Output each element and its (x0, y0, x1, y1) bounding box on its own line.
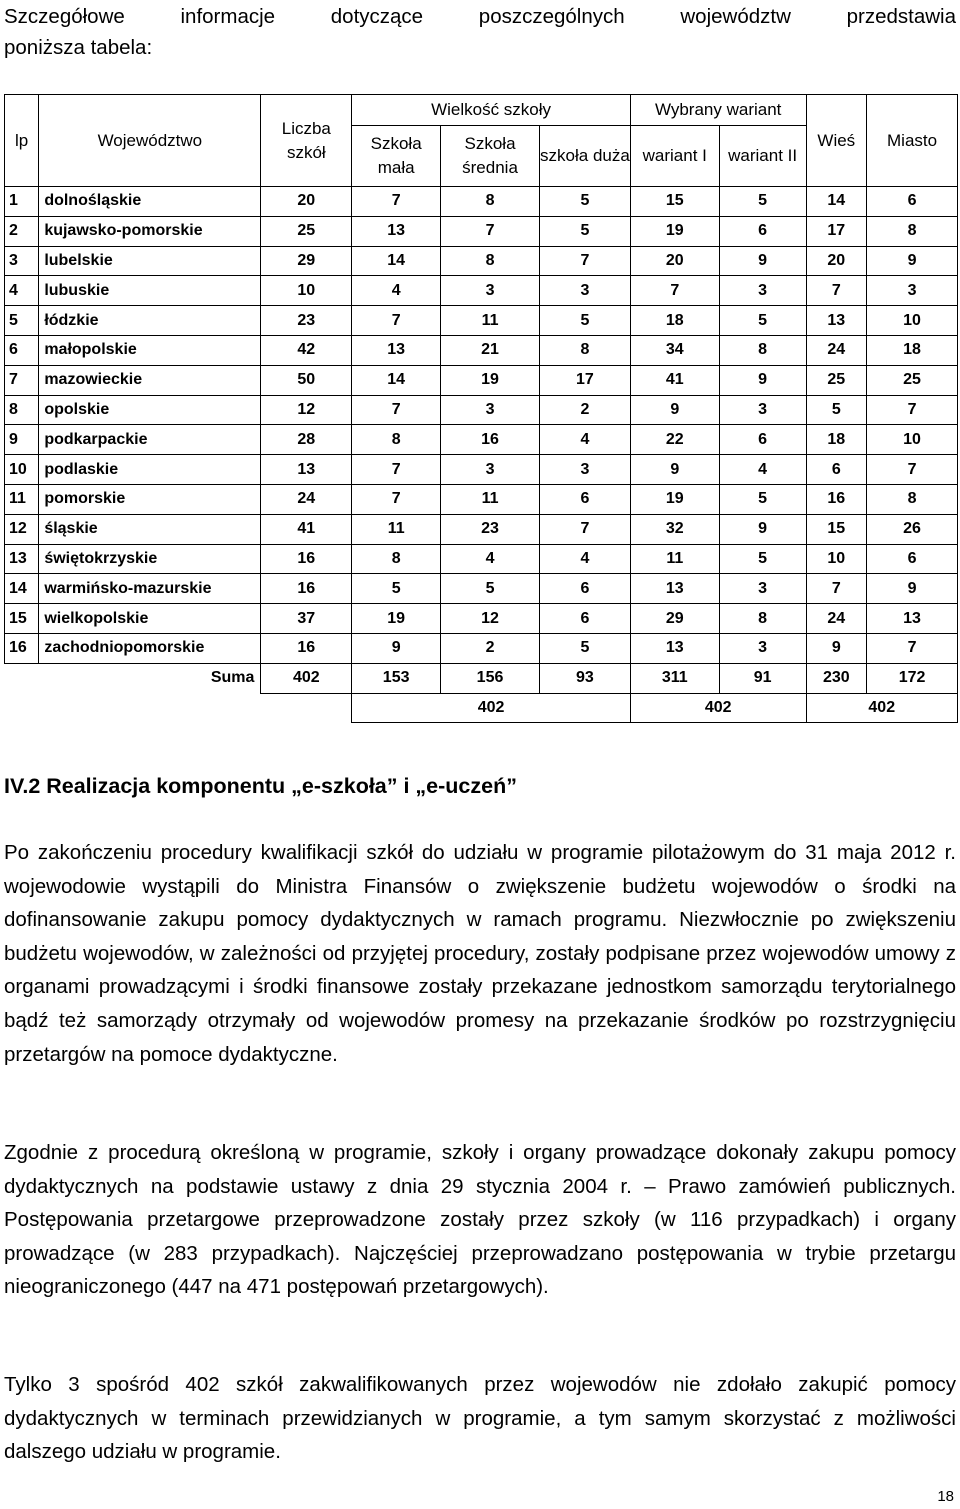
row-lp: 15 (5, 604, 39, 634)
row-cell-duza: 5 (539, 306, 630, 336)
row-wojewodztwo: zachodniopomorskie (39, 633, 261, 663)
row-cell-w2: 3 (719, 633, 806, 663)
row-cell-w2: 6 (719, 216, 806, 246)
row-cell-duza: 5 (539, 633, 630, 663)
header-miasto: Miasto (867, 95, 958, 187)
row-cell-liczba: 28 (261, 425, 352, 455)
subtotal-lokalizacja: 402 (806, 693, 957, 723)
row-lp: 7 (5, 365, 39, 395)
row-cell-srednia: 4 (441, 544, 540, 574)
row-cell-w1: 13 (630, 633, 719, 663)
suma-cell-miasto: 172 (867, 663, 958, 693)
row-cell-wies: 6 (806, 455, 867, 485)
row-cell-mala: 4 (352, 276, 441, 306)
paragraph: Po zakończeniu procedury kwalifikacji szkół do udziału w programie pilotażowym do 31 maja 2012 r. wojewodowie wystąpili do Ministra Finansów o zwiększenie budżetu wojewodów o środki na dofinansowanie zakupu pomocy dydaktycznych w ramach programu. Niezwłocznie po zwiększeniu budżetu wojewodów, w zależności od przyjętej procedury, zostały podpisane przez wojewodów umowy z organami prowadzącymi i środki finansowe zostały przekazane jednostkom samorządu terytorialnego bądź też samorządy otrzymały od wojewodów promesy na przekazanie środków po rozstrzygnięciu przetargów na pomoce dydaktyczne. (4, 841, 956, 1066)
row-cell-wies: 17 (806, 216, 867, 246)
header-lp: lp (5, 95, 39, 187)
row-cell-w2: 3 (719, 276, 806, 306)
row-cell-duza: 3 (539, 455, 630, 485)
row-cell-duza: 4 (539, 544, 630, 574)
row-cell-wies: 14 (806, 187, 867, 217)
row-cell-miasto: 13 (867, 604, 958, 634)
row-cell-liczba: 24 (261, 484, 352, 514)
row-cell-srednia: 19 (441, 365, 540, 395)
row-cell-duza: 7 (539, 246, 630, 276)
row-cell-miasto: 3 (867, 276, 958, 306)
header-liczba-szkol: Liczba szkół (261, 95, 352, 187)
row-wojewodztwo: wielkopolskie (39, 604, 261, 634)
paragraph: Zgodnie z procedurą określoną w programie, szkoły i organy prowadzące dokonały zakupu pomocy dydaktycznych na podstawie ustawy z dnia 29 stycznia 2004 r. – Prawo zamówień publicznych. Postępowania przetargowe przeprowadzone zostały przez szkoły (w 116 przypadkach) i organy prowadzące (w 283 przypadkach). Najczęściej przeprowadzano postępowania w trybie przetargu nieograniczonego (447 na 471 postępowań przetargowych). (4, 1141, 956, 1299)
row-lp: 5 (5, 306, 39, 336)
row-cell-mala: 14 (352, 365, 441, 395)
suma-cell-srednia: 156 (441, 663, 540, 693)
row-cell-wies: 20 (806, 246, 867, 276)
suma-cell-mala: 153 (352, 663, 441, 693)
row-cell-miasto: 6 (867, 544, 958, 574)
row-cell-w2: 5 (719, 306, 806, 336)
row-cell-srednia: 16 (441, 425, 540, 455)
row-cell-liczba: 41 (261, 514, 352, 544)
row-cell-wies: 24 (806, 604, 867, 634)
row-cell-wies: 25 (806, 365, 867, 395)
row-cell-wies: 10 (806, 544, 867, 574)
row-cell-wies: 18 (806, 425, 867, 455)
table-row (5, 187, 958, 217)
row-cell-mala: 7 (352, 306, 441, 336)
row-cell-liczba: 42 (261, 335, 352, 365)
row-cell-miasto: 9 (867, 246, 958, 276)
row-cell-w1: 41 (630, 365, 719, 395)
row-cell-srednia: 3 (441, 455, 540, 485)
table-row (5, 246, 958, 276)
row-cell-mala: 5 (352, 574, 441, 604)
row-cell-liczba: 25 (261, 216, 352, 246)
table-row (5, 604, 958, 634)
paragraph: Tylko 3 spośród 402 szkół zakwalifikowanych przez wojewodów nie zdołało zakupić pomocy dydaktycznych w terminach przewidzianych w programie, a tym samym skorzystać z możliwości dalszego udziału w programie. (4, 1373, 956, 1464)
row-cell-srednia: 8 (441, 246, 540, 276)
row-lp: 16 (5, 633, 39, 663)
table-row (5, 633, 958, 663)
row-cell-srednia: 5 (441, 574, 540, 604)
table-row (5, 365, 958, 395)
row-cell-miasto: 9 (867, 574, 958, 604)
row-cell-srednia: 11 (441, 484, 540, 514)
row-cell-mala: 13 (352, 335, 441, 365)
table-row (5, 335, 958, 365)
page-number: 18 (937, 1488, 954, 1505)
row-cell-mala: 13 (352, 216, 441, 246)
row-cell-miasto: 26 (867, 514, 958, 544)
voivodeship-table (4, 94, 958, 723)
row-cell-mala: 7 (352, 187, 441, 217)
row-cell-duza: 17 (539, 365, 630, 395)
row-wojewodztwo: lubelskie (39, 246, 261, 276)
row-cell-mala: 7 (352, 484, 441, 514)
row-cell-w2: 9 (719, 246, 806, 276)
row-cell-miasto: 10 (867, 306, 958, 336)
row-cell-w2: 6 (719, 425, 806, 455)
row-cell-w2: 3 (719, 574, 806, 604)
header-wies: Wieś (806, 95, 867, 187)
suma-cell-duza: 93 (539, 663, 630, 693)
row-cell-w1: 18 (630, 306, 719, 336)
section-heading: IV.2 Realizacja komponentu „e-szkoła” i „e-uczeń” (4, 774, 517, 798)
row-cell-w2: 8 (719, 604, 806, 634)
row-wojewodztwo: łódzkie (39, 306, 261, 336)
table-row (5, 574, 958, 604)
row-cell-mala: 8 (352, 544, 441, 574)
row-cell-w2: 3 (719, 395, 806, 425)
row-cell-w1: 11 (630, 544, 719, 574)
row-cell-miasto: 7 (867, 455, 958, 485)
table-row (5, 484, 958, 514)
row-cell-w2: 5 (719, 187, 806, 217)
row-lp: 2 (5, 216, 39, 246)
header-wariant-1: wariant I (630, 126, 719, 187)
row-cell-mala: 7 (352, 395, 441, 425)
row-cell-srednia: 21 (441, 335, 540, 365)
row-cell-w1: 13 (630, 574, 719, 604)
row-cell-duza: 5 (539, 187, 630, 217)
subtotal-wielkosc: 402 (352, 693, 631, 723)
intro-text-continuation: poniższa tabela: (4, 36, 153, 59)
row-cell-srednia: 12 (441, 604, 540, 634)
suma-row (5, 663, 958, 693)
row-wojewodztwo: śląskie (39, 514, 261, 544)
table-row (5, 455, 958, 485)
row-cell-mala: 11 (352, 514, 441, 544)
row-cell-liczba: 50 (261, 365, 352, 395)
row-wojewodztwo: świętokrzyskie (39, 544, 261, 574)
row-cell-mala: 7 (352, 455, 441, 485)
row-cell-duza: 3 (539, 276, 630, 306)
row-cell-mala: 8 (352, 425, 441, 455)
header-wybrany-wariant: Wybrany wariant (630, 95, 806, 126)
row-cell-liczba: 16 (261, 544, 352, 574)
blank-cell (5, 693, 352, 723)
header-szkola-mala: Szkoła mała (352, 126, 441, 187)
table-row (5, 216, 958, 246)
row-lp: 1 (5, 187, 39, 217)
row-cell-liczba: 10 (261, 276, 352, 306)
row-cell-w2: 9 (719, 365, 806, 395)
row-cell-liczba: 37 (261, 604, 352, 634)
table-row (5, 306, 958, 336)
row-wojewodztwo: warmińsko-mazurskie (39, 574, 261, 604)
row-cell-duza: 8 (539, 335, 630, 365)
row-cell-liczba: 12 (261, 395, 352, 425)
header-szkola-srednia: Szkoła średnia (441, 126, 540, 187)
row-cell-srednia: 23 (441, 514, 540, 544)
row-cell-miasto: 6 (867, 187, 958, 217)
row-lp: 6 (5, 335, 39, 365)
row-cell-liczba: 20 (261, 187, 352, 217)
row-lp: 14 (5, 574, 39, 604)
row-lp: 9 (5, 425, 39, 455)
row-cell-w2: 9 (719, 514, 806, 544)
row-cell-miasto: 25 (867, 365, 958, 395)
row-cell-mala: 14 (352, 246, 441, 276)
suma-cell-wies: 230 (806, 663, 867, 693)
row-cell-w1: 15 (630, 187, 719, 217)
row-cell-wies: 16 (806, 484, 867, 514)
row-cell-liczba: 13 (261, 455, 352, 485)
row-cell-liczba: 16 (261, 574, 352, 604)
row-wojewodztwo: mazowieckie (39, 365, 261, 395)
row-cell-w1: 19 (630, 484, 719, 514)
row-cell-srednia: 2 (441, 633, 540, 663)
row-cell-wies: 7 (806, 276, 867, 306)
row-cell-liczba: 29 (261, 246, 352, 276)
row-cell-srednia: 7 (441, 216, 540, 246)
row-cell-duza: 6 (539, 484, 630, 514)
row-cell-miasto: 7 (867, 395, 958, 425)
row-cell-mala: 19 (352, 604, 441, 634)
row-lp: 13 (5, 544, 39, 574)
row-lp: 11 (5, 484, 39, 514)
row-cell-srednia: 3 (441, 276, 540, 306)
row-cell-w2: 4 (719, 455, 806, 485)
row-cell-w1: 29 (630, 604, 719, 634)
row-cell-w2: 5 (719, 484, 806, 514)
table-row (5, 544, 958, 574)
header-szkola-duza: szkoła duża (539, 126, 630, 187)
row-cell-duza: 5 (539, 216, 630, 246)
row-wojewodztwo: podkarpackie (39, 425, 261, 455)
row-cell-liczba: 16 (261, 633, 352, 663)
row-wojewodztwo: podlaskie (39, 455, 261, 485)
row-cell-duza: 2 (539, 395, 630, 425)
row-cell-w2: 8 (719, 335, 806, 365)
row-cell-w2: 5 (719, 544, 806, 574)
row-lp: 4 (5, 276, 39, 306)
row-cell-miasto: 7 (867, 633, 958, 663)
row-cell-miasto: 18 (867, 335, 958, 365)
row-lp: 12 (5, 514, 39, 544)
intro-text: Szczegółowe informacje dotyczące poszczególnych województw przedstawia (4, 5, 956, 28)
row-lp: 10 (5, 455, 39, 485)
row-cell-w1: 9 (630, 395, 719, 425)
row-cell-w1: 7 (630, 276, 719, 306)
row-cell-w1: 20 (630, 246, 719, 276)
header-wariant-2: wariant II (719, 126, 806, 187)
table-row (5, 276, 958, 306)
row-lp: 3 (5, 246, 39, 276)
suma-cell-w2: 91 (719, 663, 806, 693)
row-cell-duza: 6 (539, 574, 630, 604)
row-cell-w1: 19 (630, 216, 719, 246)
row-wojewodztwo: dolnośląskie (39, 187, 261, 217)
row-wojewodztwo: lubuskie (39, 276, 261, 306)
table-row (5, 395, 958, 425)
row-cell-w1: 22 (630, 425, 719, 455)
suma-cell-liczba: 402 (261, 663, 352, 693)
row-cell-wies: 7 (806, 574, 867, 604)
row-cell-duza: 4 (539, 425, 630, 455)
table-row (5, 425, 958, 455)
row-cell-wies: 5 (806, 395, 867, 425)
row-cell-srednia: 3 (441, 395, 540, 425)
row-wojewodztwo: pomorskie (39, 484, 261, 514)
row-cell-duza: 6 (539, 604, 630, 634)
suma-cell-w1: 311 (630, 663, 719, 693)
row-cell-wies: 13 (806, 306, 867, 336)
subtotals-row (5, 693, 958, 723)
row-lp: 8 (5, 395, 39, 425)
row-cell-miasto: 8 (867, 484, 958, 514)
row-cell-duza: 7 (539, 514, 630, 544)
row-cell-miasto: 8 (867, 216, 958, 246)
header-row-top (5, 95, 958, 126)
row-wojewodztwo: opolskie (39, 395, 261, 425)
suma-label: Suma (210, 669, 255, 687)
table-row (5, 514, 958, 544)
row-cell-srednia: 8 (441, 187, 540, 217)
row-cell-wies: 15 (806, 514, 867, 544)
row-cell-mala: 9 (352, 633, 441, 663)
row-cell-w1: 9 (630, 455, 719, 485)
row-cell-w1: 32 (630, 514, 719, 544)
row-cell-liczba: 23 (261, 306, 352, 336)
row-cell-srednia: 11 (441, 306, 540, 336)
row-cell-wies: 9 (806, 633, 867, 663)
subtotal-wariant: 402 (630, 693, 806, 723)
header-wojewodztwo: Województwo (39, 95, 261, 187)
row-cell-w1: 34 (630, 335, 719, 365)
row-wojewodztwo: kujawsko-pomorskie (39, 216, 261, 246)
row-cell-wies: 24 (806, 335, 867, 365)
row-wojewodztwo: małopolskie (39, 335, 261, 365)
header-wielkosc-szkoly: Wielkość szkoły (352, 95, 631, 126)
row-cell-miasto: 10 (867, 425, 958, 455)
